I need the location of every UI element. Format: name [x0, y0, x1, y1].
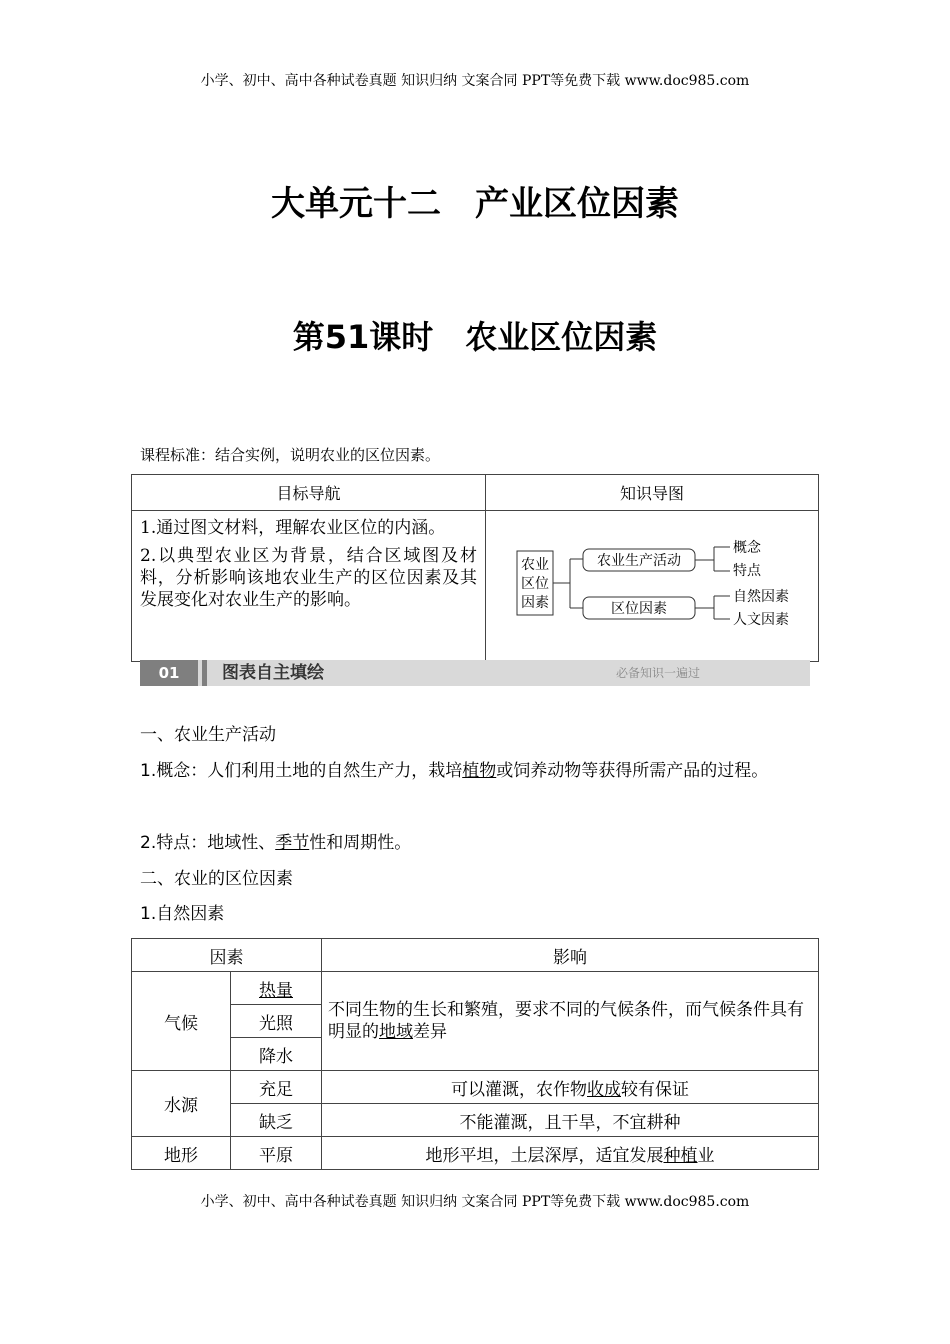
- page-header: 小学、初中、高中各种试卷真题 知识归纳 文案合同 PPT等免费下载 www.doc985.com: [200, 73, 750, 89]
- goal-item: 1.通过图文材料，理解农业区位的内涵。: [140, 518, 446, 538]
- water-effect: 可以灌溉，农作物收成较有保证: [322, 1071, 819, 1104]
- concept-text: 人们利用土地的自然生产力，栽培: [207, 761, 463, 781]
- mindmap-connector: [553, 559, 583, 608]
- section2-subheading: 1.自然因素: [140, 904, 225, 924]
- mindmap-cell: [486, 511, 819, 662]
- terrain-item: 平原: [231, 1137, 322, 1170]
- concept-text: 或饲养动物等获得所需产品的过程。: [496, 761, 769, 781]
- terrain-effect: 地形平坦，土层深厚，适宜发展种植业: [322, 1137, 819, 1170]
- water-effect: 不能灌溉，且干旱，不宜耕种: [322, 1104, 819, 1137]
- concept-paragraph: [140, 753, 820, 789]
- mindmap-diagram: [486, 511, 826, 659]
- water-label: 水源: [132, 1071, 231, 1137]
- climate-item: 光照: [231, 1005, 322, 1038]
- section2-heading: 二、农业的区位因素: [140, 869, 293, 889]
- climate-item: 热量: [231, 972, 322, 1005]
- concept-label: 1.概念：: [140, 761, 208, 781]
- feature-text: 性和周期性。: [309, 833, 412, 853]
- mindmap-branch-activity: 农业生产活动: [597, 553, 681, 569]
- mindmap-branch-factors: 区位因素: [611, 601, 667, 617]
- mindmap-leaf: 概念: [733, 540, 761, 556]
- mindmap-connector: [695, 547, 730, 571]
- feature-blank: 季节: [275, 833, 310, 853]
- banner-subtitle: 必备知识一遍过: [616, 666, 701, 680]
- climate-item: 降水: [231, 1038, 322, 1071]
- mindmap-leaf: 人文因素: [733, 612, 789, 628]
- unit-title: 大单元十二 产业区位因素: [271, 184, 679, 224]
- goal-item: 2.以典型农业区为背景，结合区域图及材料，分析影响该地农业生产的区位因素及其发展变化对农业生产的影响。: [140, 546, 477, 610]
- lesson-title: 第51课时 农业区位因素: [292, 318, 658, 356]
- natural-factors-table: [131, 938, 819, 1170]
- mindmap-root-line: 农业: [521, 557, 549, 573]
- page-footer: 小学、初中、高中各种试卷真题 知识归纳 文案合同 PPT等免费下载 www.doc985.com: [200, 1194, 750, 1210]
- feature-paragraph: [140, 825, 820, 861]
- mindmap-leaf: 自然因素: [733, 589, 789, 605]
- climate-label: 气候: [132, 972, 231, 1071]
- mindmap-leaf: 特点: [733, 563, 761, 579]
- section-banner: [140, 660, 810, 686]
- climate-effect: 不同生物的生长和繁殖，要求不同的气候条件，而气候条件具有明显的地域差异: [322, 972, 819, 1071]
- factor-header: 因素: [132, 939, 322, 972]
- effect-header: 影响: [322, 939, 819, 972]
- section1-heading: 一、农业生产活动: [140, 725, 276, 745]
- goals-table: [131, 474, 819, 662]
- mindmap-connector: [695, 596, 730, 619]
- feature-label: 2.特点：: [140, 833, 208, 853]
- water-item: 缺乏: [231, 1104, 322, 1137]
- mindmap-root-line: 因素: [521, 595, 549, 611]
- feature-text: 地域性、: [207, 833, 276, 853]
- banner-divider: [202, 660, 207, 686]
- goals-cell: [132, 511, 486, 662]
- goals-header: 目标导航: [132, 475, 486, 511]
- banner-title: 图表自主填绘: [222, 663, 324, 683]
- banner-number: 01: [140, 660, 198, 686]
- mindmap-root-line: 区位: [521, 576, 549, 592]
- terrain-label: 地形: [132, 1137, 231, 1170]
- concept-blank: 植物: [462, 761, 497, 781]
- course-standard: 课程标准：结合实例，说明农业的区位因素。: [140, 446, 441, 464]
- mindmap-header: 知识导图: [486, 475, 819, 511]
- water-item: 充足: [231, 1071, 322, 1104]
